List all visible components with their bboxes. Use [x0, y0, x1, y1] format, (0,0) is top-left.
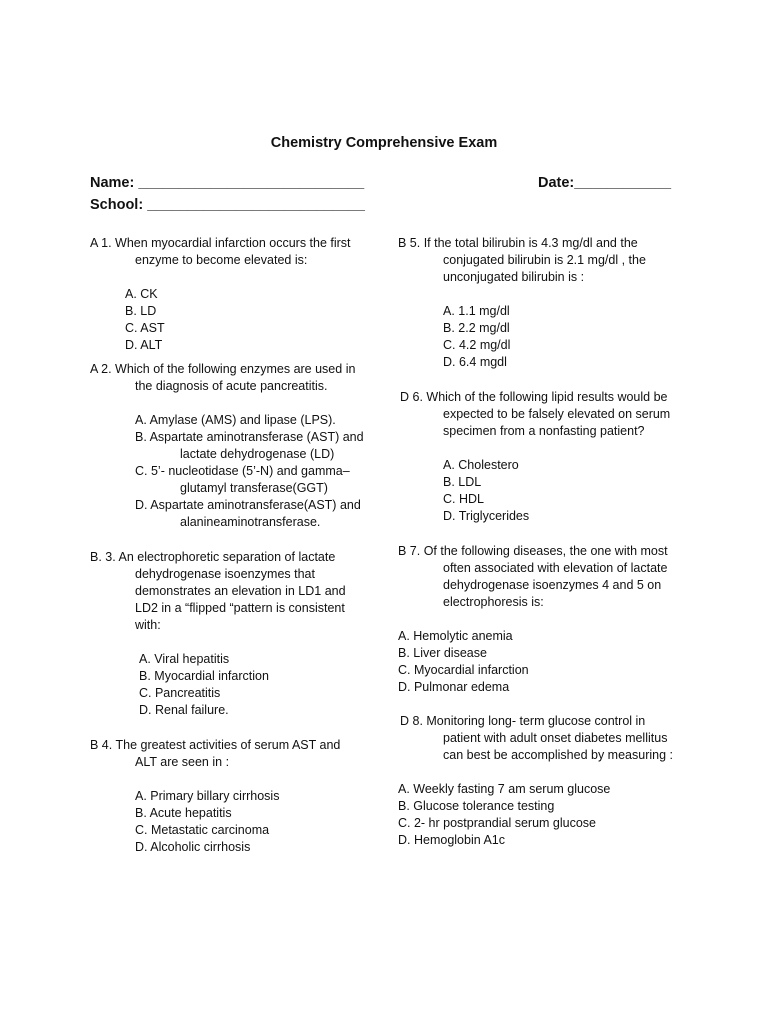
answer-option: C. AST [125, 321, 165, 335]
answer-option: B. LDL [443, 475, 482, 489]
answer-option-continuation: glutamyl transferase(GGT) [180, 481, 328, 495]
answer-option: A. Primary billary cirrhosis [135, 789, 280, 803]
answer-option: A. Hemolytic anemia [398, 629, 513, 643]
question-6 [400, 389, 670, 525]
question-stem-continuation: dehydrogenase isoenzymes 4 and 5 on [443, 578, 662, 592]
question-stem-continuation: specimen from a nonfasting patient? [443, 424, 645, 438]
answer-option: B. Aspartate aminotransferase (AST) and [135, 430, 364, 444]
answer-option: D. ALT [125, 338, 163, 352]
question-stem-continuation: expected to be falsely elevated on serum [443, 407, 671, 421]
question-stem-continuation: conjugated bilirubin is 2.1 mg/dl , the [443, 253, 646, 267]
answer-options [90, 286, 351, 354]
question-stem: A 2. Which of the following enzymes are used in [90, 362, 356, 376]
answer-option: C. Myocardial infarction [398, 663, 529, 677]
question-stem: B 5. If the total bilirubin is 4.3 mg/dl and the [398, 236, 638, 250]
answer-option: C. Pancreatitis [139, 686, 221, 700]
question-stem-continuation: electrophoresis is: [443, 595, 544, 609]
answer-options [90, 412, 364, 531]
question-stem-continuation: unconjugated bilirubin is : [443, 270, 585, 284]
question-stem: B. 3. An electrophoretic separation of lactate [90, 550, 336, 564]
answer-options [90, 651, 346, 719]
question-stem-continuation: ALT are seen in : [135, 755, 230, 769]
answer-options [90, 788, 340, 856]
answer-option: A. Amylase (AMS) and lipase (LPS). [135, 413, 336, 427]
answer-option: B. Myocardial infarction [139, 669, 269, 683]
answer-option: B. Liver disease [398, 646, 487, 660]
question-stem: B 7. Of the following diseases, the one with most [398, 544, 668, 558]
question-stem-continuation: enzyme to become elevated is: [135, 253, 308, 267]
answer-option: D. Renal failure. [139, 703, 229, 717]
answer-option: C. HDL [443, 492, 484, 506]
question-stem-continuation: the diagnosis of acute pancreatitis. [135, 379, 328, 393]
answer-option: D. Aspartate aminotransferase(AST) and [135, 498, 361, 512]
question-stem-continuation: often associated with elevation of lactate [443, 561, 668, 575]
date-field-label: Date:____________ [538, 175, 672, 191]
answer-option: D. Alcoholic cirrhosis [135, 840, 251, 854]
answer-option: B. Glucose tolerance testing [398, 799, 555, 813]
name-field-label: Name: ____________________________ [90, 175, 365, 191]
answer-option: C. Metastatic carcinoma [135, 823, 270, 837]
answer-option: D. Pulmonar edema [398, 680, 510, 694]
answer-options [398, 781, 673, 849]
answer-option: A. Cholestero [443, 458, 519, 472]
school-field-label: School: ___________________________ [90, 197, 365, 213]
question-2 [90, 361, 364, 531]
question-stem-continuation: LD2 in a “flipped “pattern is consistent [135, 601, 345, 615]
answer-options [398, 628, 668, 696]
question-stem: D 6. Which of the following lipid results would be [400, 390, 668, 404]
answer-option: D. 6.4 mgdl [443, 355, 507, 369]
question-stem-continuation: with: [135, 618, 161, 632]
question-4 [90, 737, 340, 856]
answer-option: A. 1.1 mg/dl [443, 304, 510, 318]
answer-option-continuation: alanineaminotransferase. [180, 515, 321, 529]
answer-option: C. 5’- nucleotidase (5’-N) and gamma– [135, 464, 350, 478]
answer-option-continuation: lactate dehydrogenase (LD) [180, 447, 335, 461]
answer-option: C. 4.2 mg/dl [443, 338, 511, 352]
question-stem-continuation: can best be accomplished by measuring : [443, 748, 673, 762]
answer-option: B. LD [125, 304, 157, 318]
question-1 [90, 235, 351, 354]
question-stem: D 8. Monitoring long- term glucose control in [400, 714, 646, 728]
question-stem: A 1. When myocardial infarction occurs the first [90, 236, 351, 250]
answer-options [398, 303, 646, 371]
answer-option: C. 2- hr postprandial serum glucose [398, 816, 597, 830]
question-8 [400, 713, 673, 849]
question-7 [398, 543, 668, 696]
answer-option: A. Viral hepatitis [139, 652, 230, 666]
exam-title: Chemistry Comprehensive Exam [270, 135, 498, 151]
question-3 [90, 549, 346, 719]
question-stem-continuation: demonstrates an elevation in LD1 and [135, 584, 346, 598]
answer-option: D. Triglycerides [443, 509, 530, 523]
answer-options [400, 457, 670, 525]
answer-option: A. CK [125, 287, 158, 301]
answer-option: B. Acute hepatitis [135, 806, 232, 820]
question-stem-continuation: dehydrogenase isoenzymes that [135, 567, 315, 581]
question-stem-continuation: patient with adult onset diabetes mellitus [443, 731, 668, 745]
question-stem: B 4. The greatest activities of serum AST and [90, 738, 341, 752]
answer-option: B. 2.2 mg/dl [443, 321, 510, 335]
answer-option: A. Weekly fasting 7 am serum glucose [398, 782, 611, 796]
question-5 [398, 235, 646, 371]
answer-option: D. Hemoglobin A1c [398, 833, 506, 847]
